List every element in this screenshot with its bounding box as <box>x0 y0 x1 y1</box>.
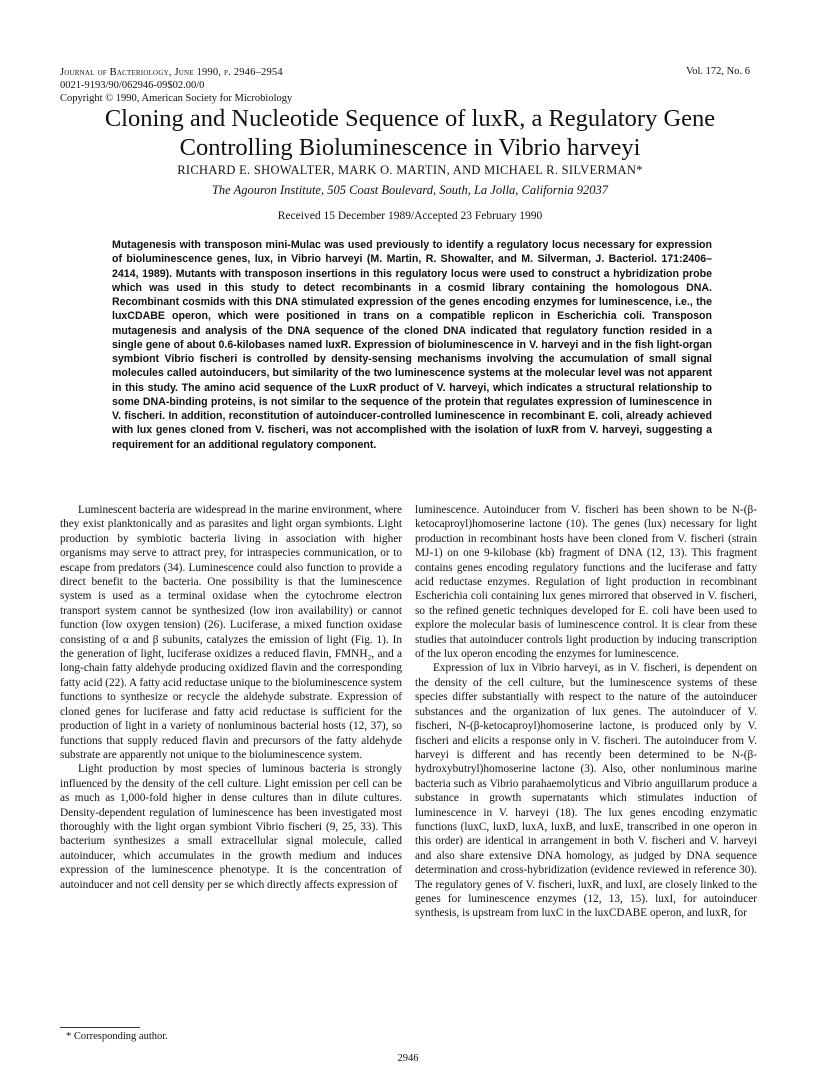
title-line-1: Cloning and Nucleotide Sequence of luxR, a Regulatory Gene <box>104 105 716 132</box>
volume-label: Vol. 172, No. 6 <box>686 66 750 77</box>
journal-line: Journal of Bacteriology, June 1990, p. 2946–2954 <box>60 67 283 78</box>
paragraph: Expression of lux in Vibrio harveyi, as in V. fischeri, is dependent on the density of the cell culture, but the luminescence systems of these species differ substantially with respect to the nature of the autoinducer substances and the organization of lux genes. The autoinducer of V. fischeri, N-(β-ketocaproyl)homoserine lactone, is produced only by V. fischeri and elicits a response only in V. fischeri. The autoinducer from V. harveyi is different and has recently been determined to be N-(β-hydroxybutryl)homoserine lactone (3). Also, other nonluminous marine bacteria such as Vibrio parahaemolyticus and Vibrio anguillarum produce a substance in growth supernatants which stimulates induction of luminescence in V. harveyi (18). The lux genes encoding enzymatic functions (luxC, luxD, luxA, luxB, and luxE, transcribed in one operon in this order) are identical in arrangement in both V. fischeri and V. harveyi and also share extensive DNA homology, as judged by DNA sequence determination and cross-hybridization (evidence reviewed in reference 30). The regulatory genes of V. fischeri, luxR, and luxI, are closely linked to the genes for luminescence enzymes (12, 13, 15). luxI, for autoinducer synthesis, is upstream from luxC in the luxCDABE operon, and luxR, for <box>415 662 757 920</box>
footnote: * Corresponding author. <box>66 1031 168 1042</box>
affiliation: The Agouron Institute, 505 Coast Boulevard, South, La Jolla, California 92037 <box>211 183 609 197</box>
body-column-left <box>60 503 402 892</box>
received-dates: Received 15 December 1989/Accepted 23 February 1990 <box>277 210 543 222</box>
code-line: 0021-9193/90/062946-09$02.00/0 <box>60 80 205 91</box>
journal-header <box>60 66 292 105</box>
footnote-divider <box>60 1027 140 1028</box>
body-column-right <box>415 503 757 921</box>
title-line-2: Controlling Bioluminescence in Vibrio harveyi <box>179 134 641 161</box>
paragraph: luminescence. Autoinducer from V. fischeri has been shown to be N-(β-ketocaproyl)homoserine lactone (10). The genes (lux) necessary for light production in recombinant hosts have been cloned from V. fischeri (strain MJ-1) on one 9-kilobase (kb) fragment of DNA (12, 13). This fragment contains genes encoding regulatory functions and the luciferase and fatty acid reductase enzymes. Regulation of light production in recombinant Escherichia coli containing lux genes mirrored that observed in V. fischeri, so the refined genetic techniques developed for E. coli have been used to explore the molecular basis of luminescence control. It is clear from these studies that autoinducer controls light production by inducing transcription of the lux operon encoding the enzymes for luminescence. <box>415 504 757 661</box>
abstract: Mutagenesis with transposon mini-Mulac was used previously to identify a regulatory locus necessary for expression of bioluminescence genes, lux, in Vibrio harveyi (M. Martin, R. Showalter, and M. Silverman, J. Bacteriol. 171:2406–2414, 1989). Mutants with transposon insertions in this regulatory locus were used to construct a hybridization probe which was used in this study to detect recombinants in a cosmid library containing the homologous DNA. Recombinant cosmids with this DNA stimulated expression of the genes encoding enzymes for luminescence, i.e., the luxCDABE operon, which were positioned in trans on a compatible replicon in Escherichia coli. Transposon mutagenesis and analysis of the DNA sequence of the cloned DNA indicated that regulatory function resided in a single gene of about 0.6-kilobases named luxR. Expression of bioluminescence in V. harveyi and in the fish light-organ symbiont Vibrio fischeri is controlled by density-sensing mechanisms involving the accumulation of small signal molecules called autoinducers, but similarity of the two luminescence systems at the molecular level was not apparent in this study. The amino acid sequence of the LuxR product of V. harveyi, which indicates a structural relationship to some DNA-binding proteins, is not similar to the sequence of the protein that regulates expression of luminescence in V. fischeri. In addition, reconstitution of autoinducer-controlled luminescence in recombinant E. coli, already achieved with lux genes cloned from V. fischeri, was not accomplished with the isolation of luxR from V. harveyi, suggesting a requirement for an additional regulatory component. <box>112 239 712 451</box>
page-number: 2946 <box>397 1053 419 1064</box>
copyright-line: Copyright © 1990, American Society for Microbiology <box>60 93 293 104</box>
author-list: RICHARD E. SHOWALTER, MARK O. MARTIN, AND MICHAEL R. SILVERMAN* <box>177 163 643 177</box>
paragraph: Luminescent bacteria are widespread in the marine environment, where they exist planktonically and as parasites and light organ symbionts. Light production by symbiotic bacteria living in association with higher organisms may serve to attract prey, for intraspecies communication, or to escape from predators (34). Luminescence could also function to provide a direct benefit to the bacteria. One possibility is that the luminescence system is used as a terminal oxidase when the cytochrome electron transport system cannot be synthesized (low iron availability) or cannot function (low oxygen tension) (26). Luciferase, a mixed function oxidase consisting of α and β subunits, catalyzes the emission of light (Fig. 1). In the generation of light, luciferase oxidizes a reduced flavin, FMNH₂, and a long-chain fatty aldehyde producing oxidized flavin and the corresponding fatty acid (22). A fatty acid reductase unique to the bioluminescence system functions to synthesize or recycle the aldehyde substrate. Expression of cloned genes for luciferase and fatty acid reductase is sufficient for the production of light in a variety of nonluminous bacterial hosts (12, 37), so functions that supply reduced flavin and precursors of the fatty aldehyde substrate are apparently not unique to the bioluminescence system. <box>60 504 402 761</box>
paragraph: Light production by most species of luminous bacteria is strongly influenced by the density of the cell culture. Light emission per cell can be as much as 1,000-fold higher in dense cultures than in dilute cultures. Density-dependent regulation of luminescence has been investigated most thoroughly with the light organ symbiont Vibrio fischeri (9, 25, 33). This bacterium synthesizes a small extracellular signal molecule, called autoinducer, which accumulates in the growth medium and induces expression of the luminescence phenotype. It is the concentration of autoinducer and not cell density per se which directly affects expression of <box>60 763 402 891</box>
paper-title <box>60 104 760 162</box>
